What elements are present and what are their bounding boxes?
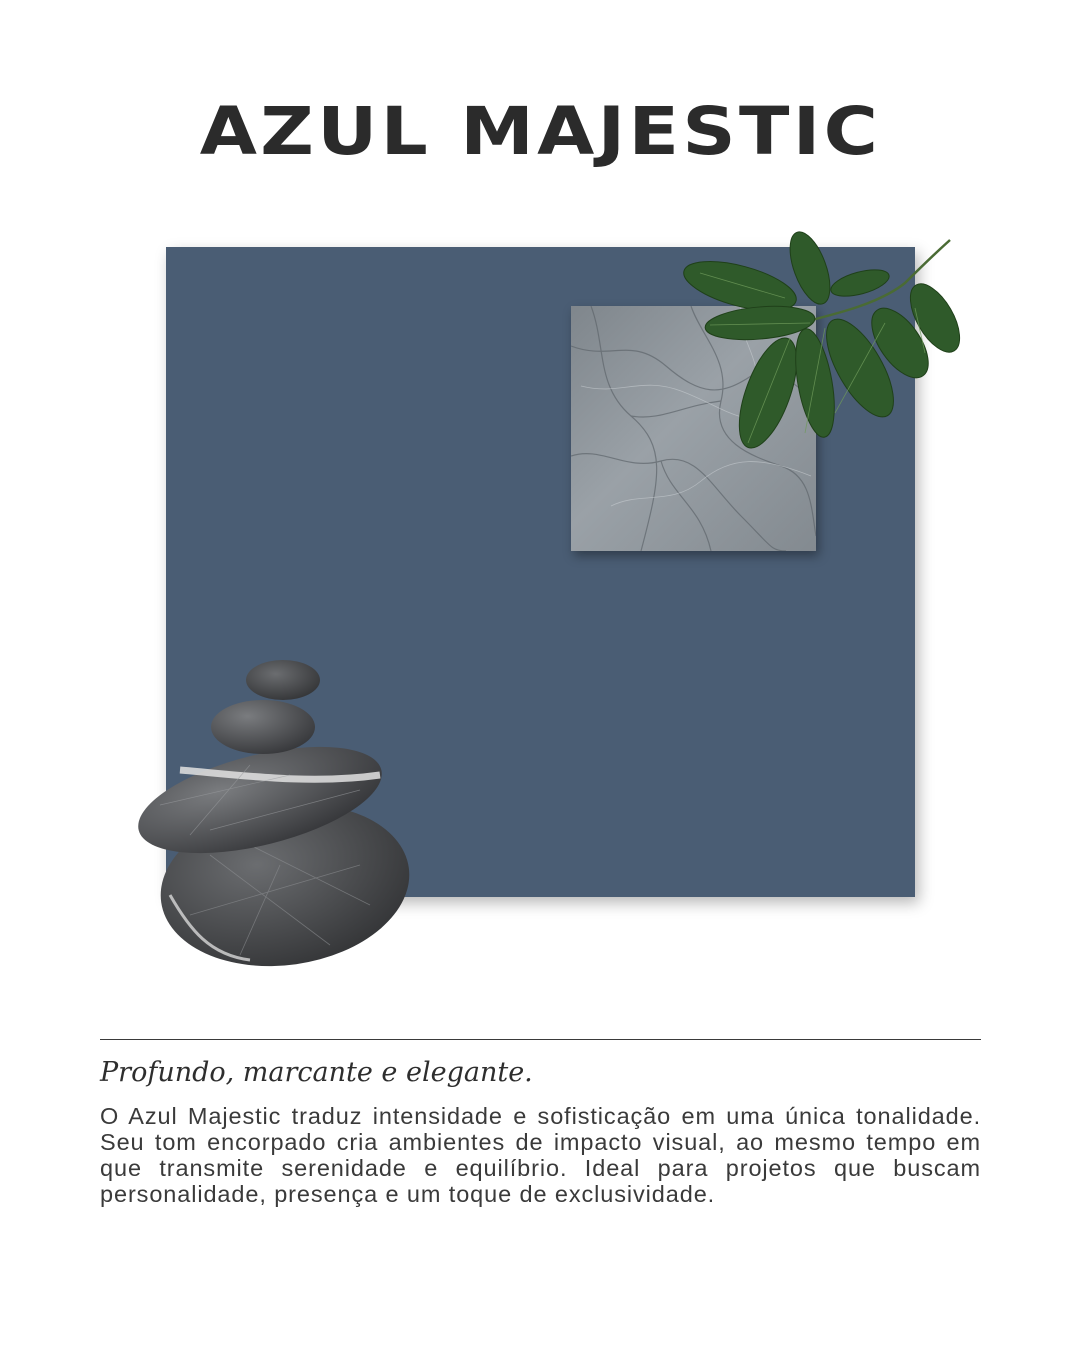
- stacked-stones-icon: [130, 655, 430, 975]
- leaf-branch-icon: [680, 228, 980, 458]
- subtitle: Profundo, marcante e elegante.: [100, 1057, 533, 1088]
- divider: [100, 1039, 981, 1040]
- page-title: AZUL MAJESTIC: [199, 93, 882, 170]
- description-text: O Azul Majestic traduz intensidade e sofisticação em uma única tonalidade. Seu tom encorpado cria ambientes de impacto visual, ao mesmo tempo em que transmite serenidade e equilíbrio. Ideal para projetos que buscam personalidade, presença e um toque de exclusividade.: [100, 1103, 981, 1207]
